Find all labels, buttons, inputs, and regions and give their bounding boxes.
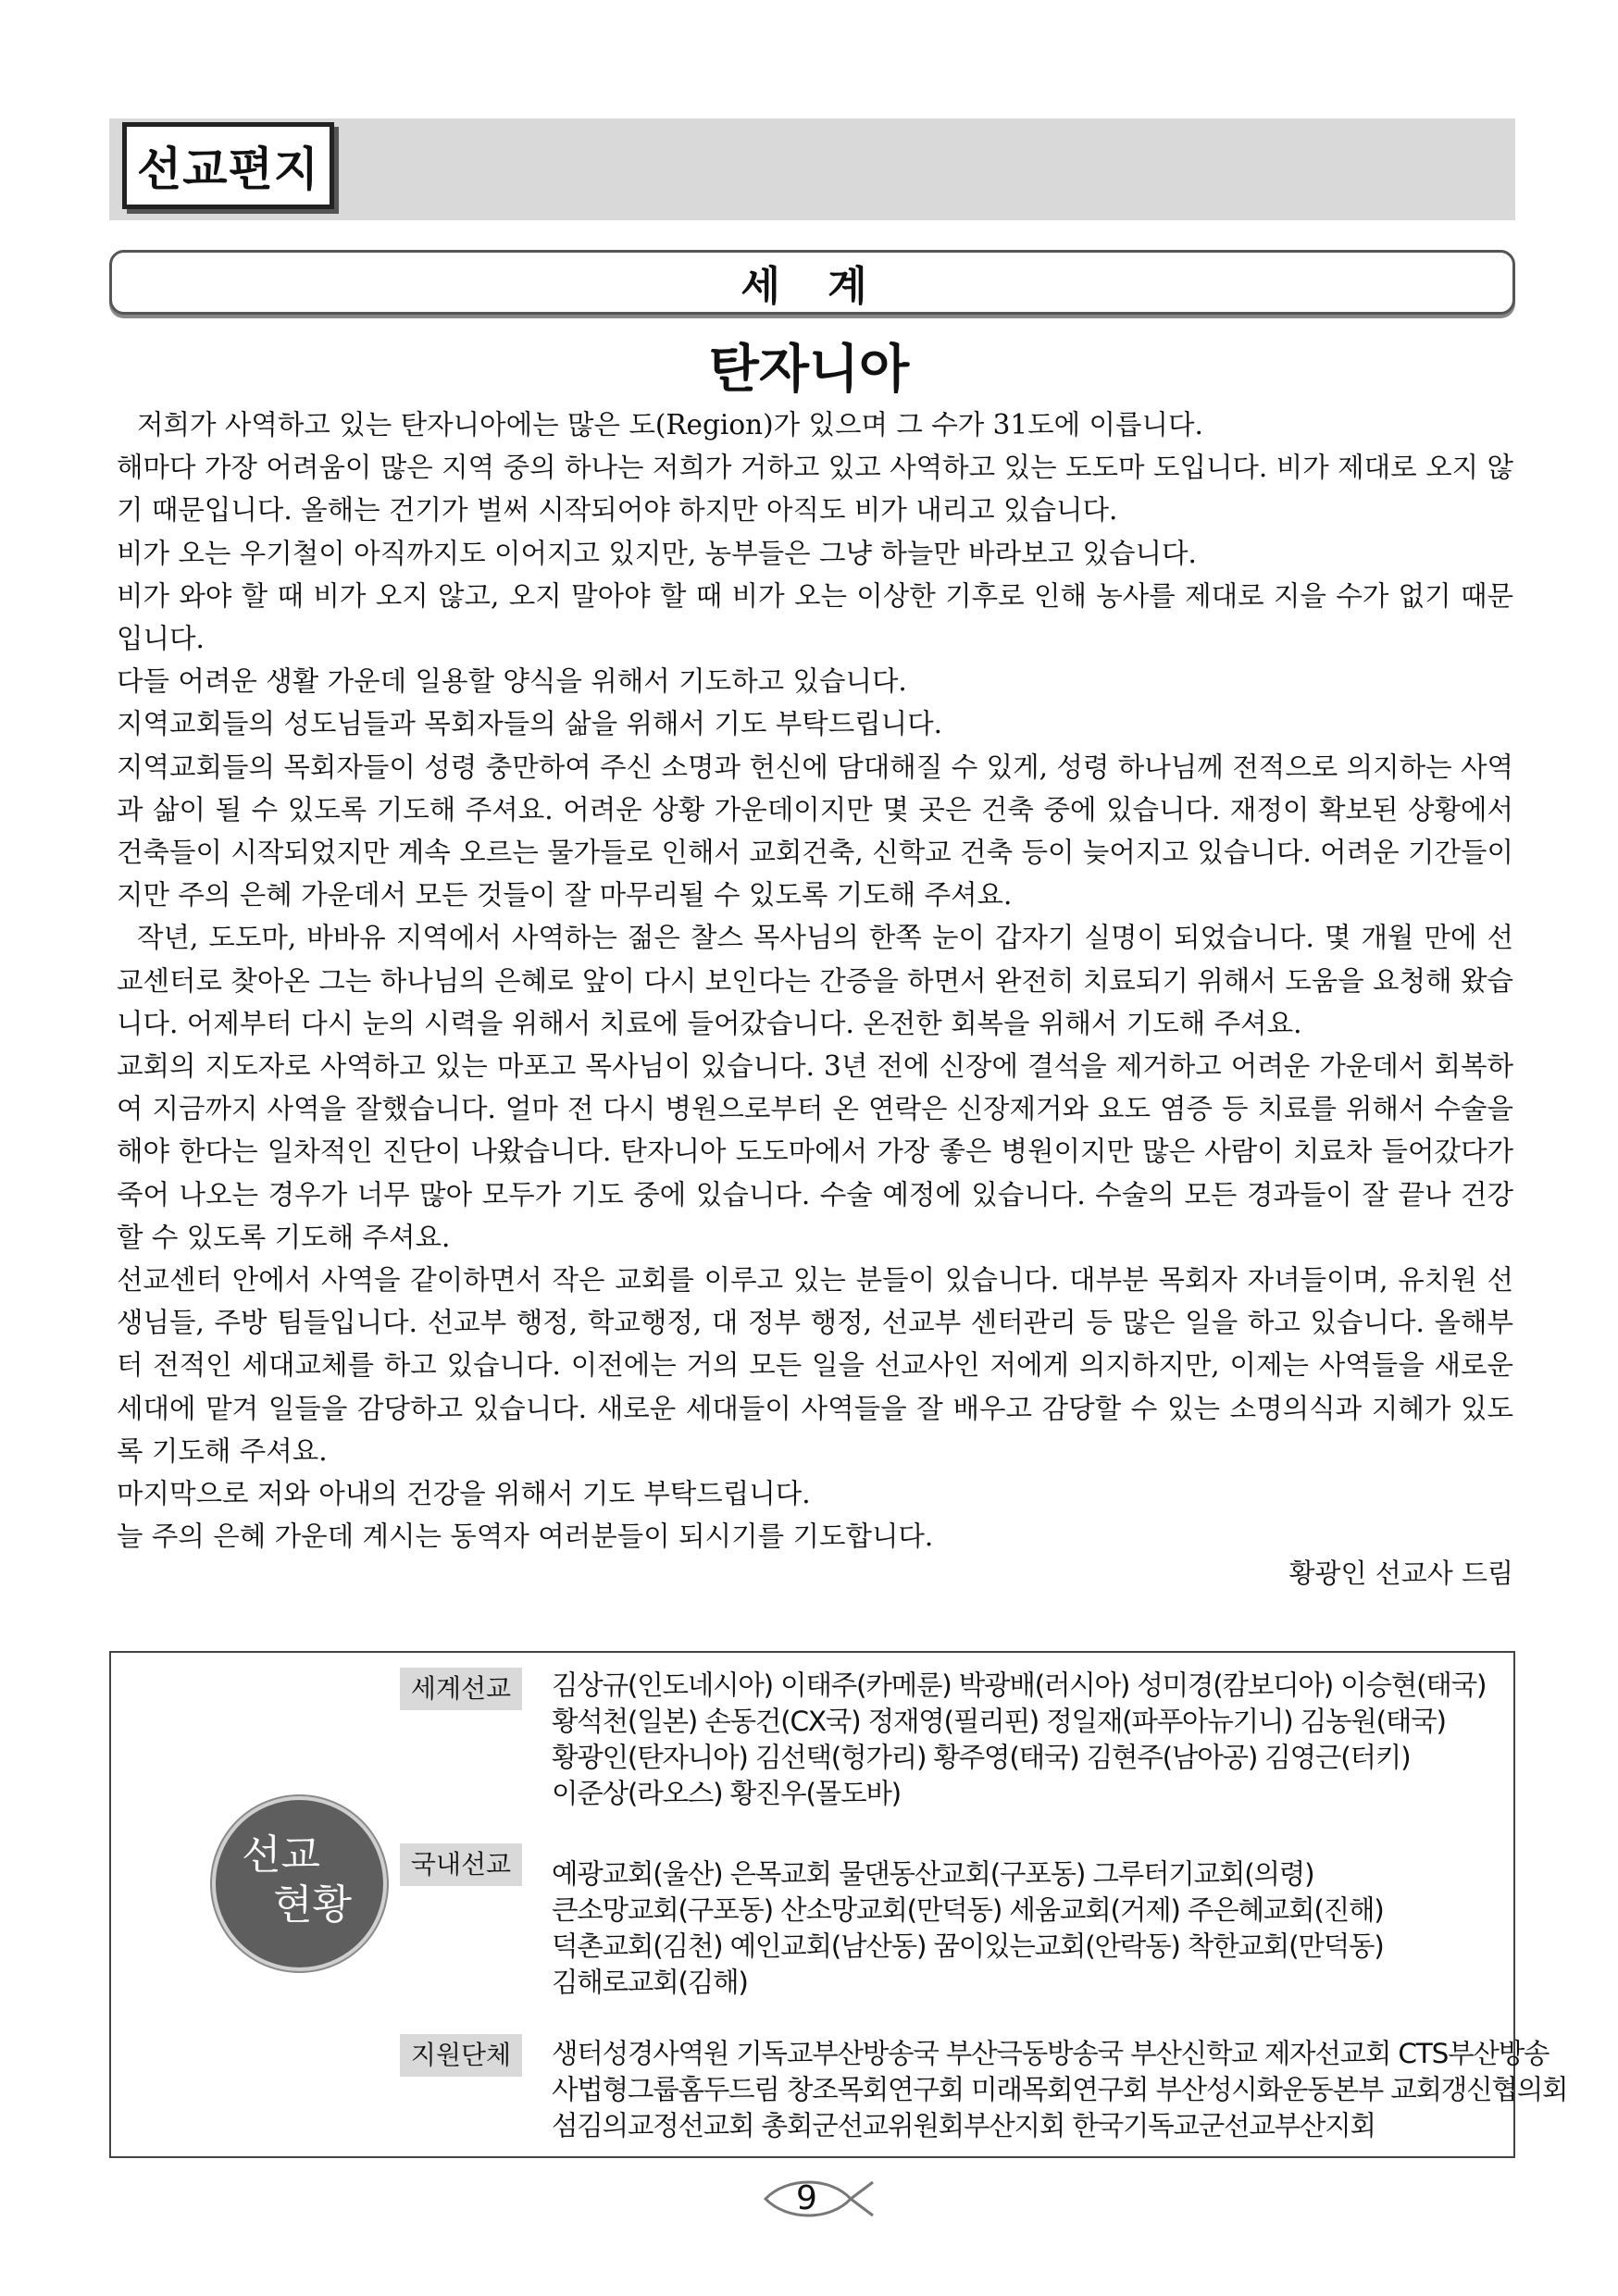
letter-paragraph: 다들 어려운 생활 가운데 일용할 양식을 위해서 기도하고 있습니다. [117, 665, 907, 698]
category-line: 김해로교회(김해) [552, 1967, 748, 1998]
header-band [109, 118, 1515, 220]
category-line: 황광인(탄자니아) 김선택(헝가리) 황주영(태국) 김현주(남아공) 김영근(터키) [552, 1742, 1411, 1773]
category-line: 김상규(인도네시아) 이태주(카메룬) 박광배(러시아) 성미경(캄보디아) 이승현(태국) [552, 1669, 1487, 1701]
category-line: 이준상(라오스) 황진우(몰도바) [552, 1778, 901, 1809]
category-label-support-groups: 지원단체 [400, 2034, 522, 2077]
letter-paragraph: 지역교회들의 성도님들과 목회자들의 삶을 위해서 기도 부탁드립니다. [117, 708, 943, 740]
category-line: 예광교회(울산) 은목교회 물댄동산교회(구포동) 그루터기교회(의령) [552, 1858, 1314, 1890]
letter-paragraph: 저희가 사역하고 있는 탄자니아에는 많은 도(Region)가 있으며 그 수가 31도에 이릅니다. [137, 409, 1203, 441]
category-line: 생터성경사역원 기독교부산방송국 부산극동방송국 부산신학교 제자선교회 CTS부산방송 [552, 2038, 1550, 2069]
letter-paragraph: 선교센터 안에서 사역을 같이하면서 작은 교회를 이루고 있는 분들이 있습니다. 대부분 목회자 자녀들이며, 유치원 선생님들, 주방 팀들입니다. 선교부 행정, 학교행정, 대 정부 행정, 선교부 센터관리 등 많은 일을 하고 있습니다. 올해부터 전적인 세대교체를 하고 있습니다. 이전에는 거의 모든 일을 선교사인 저에게 의지하지만, 이제는 사역들을 새로운 세대에 맡겨 일들을 감당하고 있습니다. 새로운 세대들이 사역들을 잘 배우고 감당할 수 있는 소명의식과 지혜가 있도록 기도해 주셔요. [117, 1264, 1513, 1467]
category-line: 섬김의교정선교회 총회군선교위원회부산지회 한국기독교군선교부산지회 [552, 2110, 1375, 2141]
country-title: 탄자니아 [708, 340, 910, 400]
letter-paragraph: 마지막으로 저와 아내의 건강을 위해서 기도 부탁드립니다. [117, 1478, 811, 1510]
category-label-domestic-mission: 국내선교 [400, 1843, 522, 1886]
category-label-world-mission: 세계선교 [400, 1668, 522, 1710]
category-list-world-mission [552, 1668, 1514, 1812]
category-line: 황석천(일본) 손동건(CX국) 정재영(필리핀) 정일재(파푸아뉴기니) 김농원(태국) [552, 1706, 1446, 1737]
page-number [754, 2171, 884, 2227]
category-line: 사법형그룹홈두드림 창조목회연구회 미래목회연구회 부산성시화운동본부 교회갱신협의회 [552, 2074, 1568, 2105]
category-line: 덕촌교회(김천) 예인교회(남산동) 꿈이있는교회(안락동) 착한교회(만덕동) [552, 1930, 1384, 1962]
badge-line-2: 현황 [273, 1881, 353, 1929]
letter-paragraph: 늘 주의 은혜 가운데 계시는 동역자 여러분들이 되시기를 기도합니다. [117, 1520, 934, 1553]
letter-paragraph: 작년, 도도마, 바바유 지역에서 사역하는 젊은 찰스 목사님의 한쪽 눈이 갑자기 실명이 되었습니다. 몇 개월 만에 선교센터로 찾아온 그는 하나님의 은혜로 앞이 다시 보인다는 간증을 하면서 완전히 치료되기 위해서 도움을 요청해 왔습니다. 어제부터 다시 눈의 시력을 위해서 치료에 들어갔습니다. 온전한 회복을 위해서 기도해 주셔요. [117, 922, 1513, 1039]
fish-icon [754, 2171, 884, 2227]
region-bar [109, 250, 1515, 315]
section-title: 선교편지 [136, 143, 320, 196]
category-list-domestic-mission [552, 1856, 1514, 2001]
badge-line-1: 선교 [242, 1831, 321, 1879]
letter-paragraph: 비가 와야 할 때 비가 오지 않고, 오지 말아야 할 때 비가 오는 이상한 기후로 인해 농사를 제대로 지을 수가 없기 때문입니다. [117, 579, 1513, 655]
letter-body [117, 403, 1513, 1558]
letter-paragraph: 해마다 가장 어려움이 많은 지역 중의 하나는 저희가 거하고 있고 사역하고 있는 도도마 도입니다. 비가 제대로 오지 않기 때문입니다. 올해는 건기가 벌써 시작되어야 하지만 아직도 비가 내리고 있습니다. [117, 452, 1513, 527]
letter-paragraph: 비가 오는 우기철이 아직까지도 이어지고 있지만, 농부들은 그냥 하늘만 바라보고 있습니다. [117, 537, 1197, 569]
letter-paragraph: 교회의 지도자로 사역하고 있는 마포고 목사님이 있습니다. 3년 전에 신장에 결석을 제거하고 어려운 가운데서 회복하여 지금까지 사역을 잘했습니다. 얼마 전 다시 병원으로부터 온 연락은 신장제거와 요도 염증 등 치료를 위해서 수술을 해야 한다는 일차적인 진단이 나왔습니다. 탄자니아 도도마에서 가장 좋은 병원이지만 많은 사람이 치료차 들어갔다가 죽어 나오는 경우가 너무 많아 모두가 기도 중에 있습니다. 수술 예정에 있습니다. 수술의 모든 경과들이 잘 끝나 건강할 수 있도록 기도해 주셔요. [117, 1050, 1513, 1253]
page-number-text: 9 [796, 2179, 817, 2217]
category-line: 큰소망교회(구포동) 산소망교회(만덕동) 세움교회(거제) 주은혜교회(진해) [552, 1894, 1384, 1926]
section-title-box [122, 122, 334, 209]
letter-paragraph: 지역교회들의 목회자들이 성령 충만하여 주신 소명과 헌신에 담대해질 수 있게, 성령 하나님께 전적으로 의지하는 사역과 삶이 될 수 있도록 기도해 주셔요. 어려운 상황 가운데이지만 몇 곳은 건축 중에 있습니다. 재정이 확보된 상황에서 건축들이 시작되었지만 계속 오르는 물가들로 인해서 교회건축, 신학교 건축 등이 늦어지고 있습니다. 어려운 기간들이지만 주의 은혜 가운데서 모든 것들이 잘 마무리될 수 있도록 기도해 주셔요. [117, 751, 1513, 912]
mission-status-badge [212, 1796, 387, 1971]
region-label: 세 계 [741, 263, 884, 310]
signature: 황광인 선교사 드림 [1288, 1558, 1513, 1589]
category-list-support-groups [552, 2036, 1568, 2144]
